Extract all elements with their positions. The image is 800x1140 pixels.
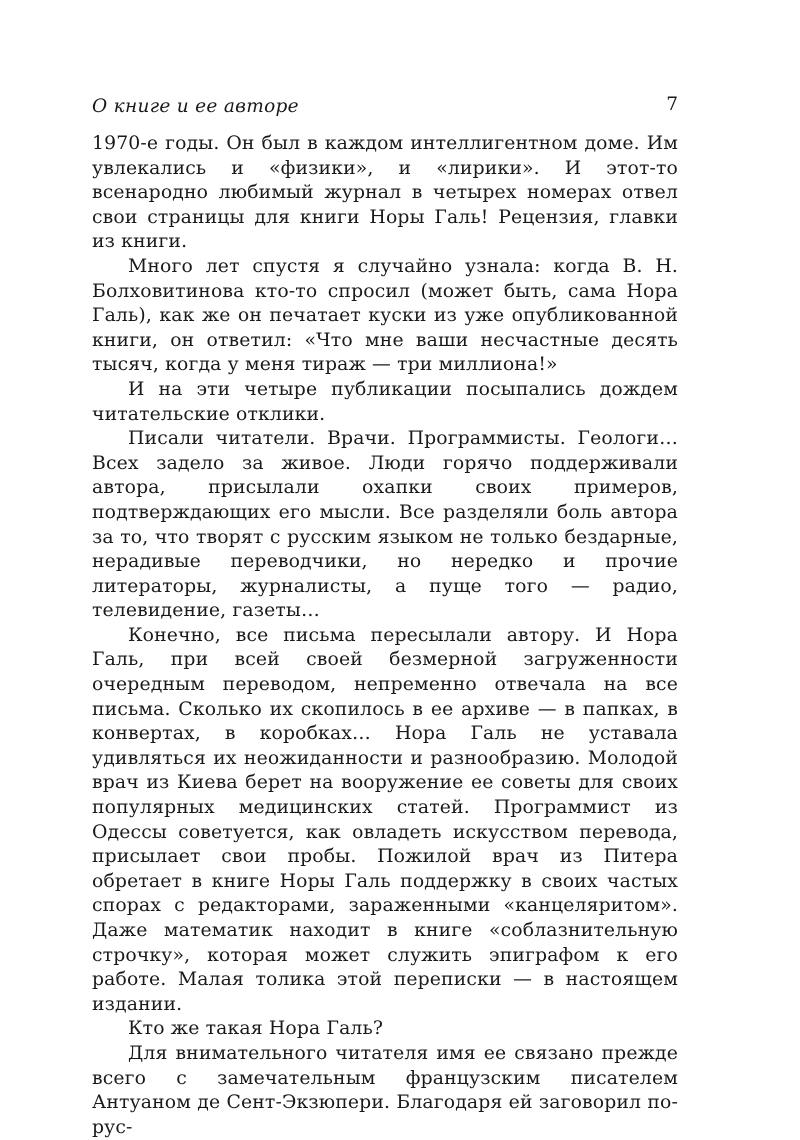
paragraph: Много лет спустя я случайно узнала: когда В. Н. Болховитинова кто-то спросил (может быть, сама Нора Галь), как же он печатает куски из уже опубликованной книги, он ответил: «Что мне ваши несчастные десять тысяч, когда у меня тираж — три миллиона!» [92,255,678,376]
running-header [92,92,678,122]
page-number: 7 [666,94,678,115]
running-header-title: О книге и ее авторе [92,96,299,117]
paragraph: Для внимательного читателя имя ее связано прежде всего с замечательным французским писателем Антуаном де Сент-Экзюпери. Благодаря ей заговорил по-рус- [92,1042,678,1138]
paragraph: И на эти четыре публикации посыпались дождем читательские отклики. [92,378,678,425]
paragraph-continuation: 1970-е годы. Он был в каждом интеллигентном доме. Им увлекались и «физики», и «лирики». И этот-то всенародно любимый журнал в четырех номерах отвел свои страницы для книги Норы Галь! Рецензия, главки из книги. [92,133,678,253]
body-text [92,132,678,1140]
paragraph: Писали читатели. Врачи. Программисты. Геологи… Всех задело за живое. Люди горячо поддерживали автора, присылали охапки своих примеров, подтверждающих его мысли. Все разделяли боль автора за то, что творят с русским языком не только бездарные, нерадивые переводчики, но нередко и прочие литераторы, журналисты, а пуще того — радио, телевидение, газеты… [92,428,678,622]
paragraph: Конечно, все письма пересылали автору. И Нора Галь, при всей своей безмерной загруженности очередным переводом, непременно отвечала на все письма. Сколько их скопилось в ее архиве — в папках, в конвертах, в коробках… Нора Галь не уставала удивляться их неожиданности и разнообразию. Молодой врач из Киева берет на вооружение ее советы для своих популярных медицинских статей. Программист из Одессы советуется, как овладеть искусством перевода, присылает свои пробы. Пожилой врач из Питера обретает в книге Норы Галь поддержку в своих частых спорах с редакторами, зараженными «канцеляритом». Даже математик находит в книге «соблазнительную строчку», которая может служить эпиграфом к его работе. Малая толика этой переписки — в настоящем издании. [92,624,678,1015]
book-page [92,92,678,1140]
paragraph: Кто же такая Нора Галь? [128,1018,384,1040]
